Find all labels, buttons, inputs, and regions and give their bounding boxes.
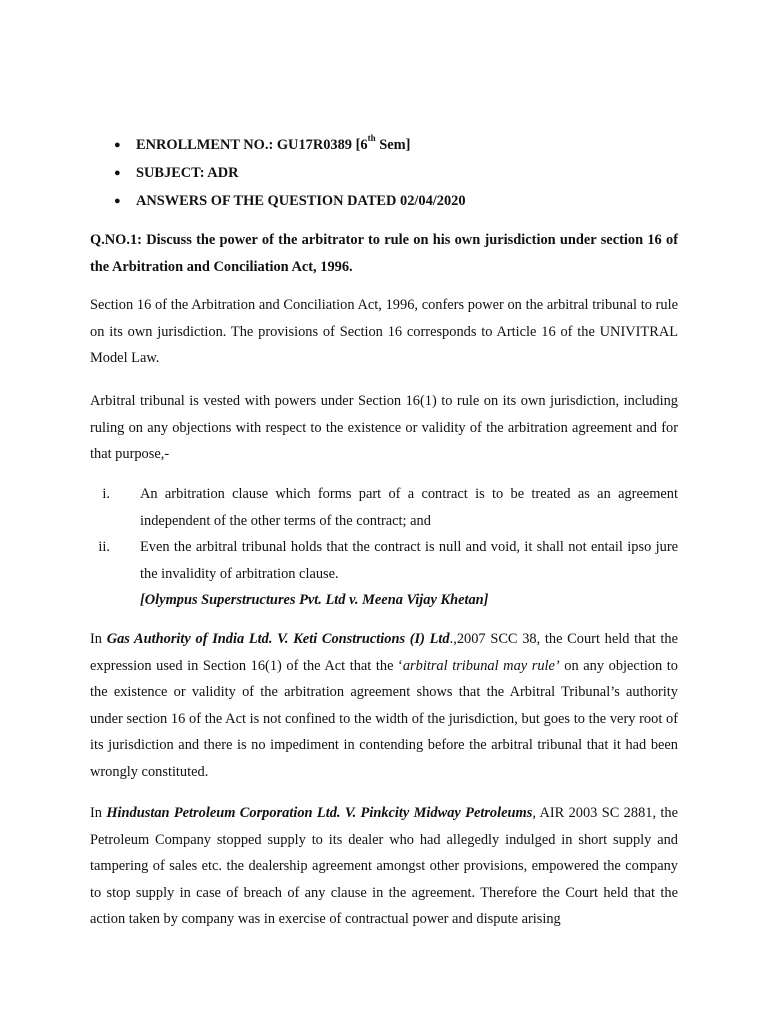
list-text: An arbitration clause which forms part of a contract is to be treated as an agreement independent of the other terms of the contract; and: [140, 486, 678, 529]
enrollment-suffix: Sem]: [375, 137, 411, 153]
bullet-subject: [90, 159, 678, 187]
answers-text: ANSWERS OF THE QUESTION DATED 02/04/2020: [136, 193, 466, 209]
bullet-icon: ●: [114, 139, 121, 151]
subject-text: SUBJECT: ADR: [136, 165, 239, 181]
enrollment-label: ENROLLMENT NO.: GU17R0389 [6: [136, 137, 368, 153]
list-number: ii.: [98, 539, 110, 555]
case-citation: [Olympus Superstructures Pvt. Ltd v. Meena Vijay Khetan]: [140, 592, 489, 608]
case-name-hindustan-petroleum: Hindustan Petroleum Corporation Ltd. V. Pinkcity Midway Petroleums: [106, 805, 533, 821]
p3-rest: on any objection to the existence or validity of the arbitration agreement shows that the Arbitral Tribunal’s authority under section 16 of the Act is not confined to the width of the jurisdiction, but goes to the very root of its jurisdiction and there is no impediment in contending before the arbitral tribunal that it had been wrongly constituted.: [90, 657, 678, 780]
enrollment-sup: th: [367, 133, 376, 144]
bullet-enrollment: [90, 131, 678, 159]
list-text: Even the arbitral tribunal holds that the contract is null and void, it shall not entail ipso jure the invalidity of arbitration clause.: [140, 539, 678, 582]
p4-in: In: [90, 805, 107, 821]
bullet-icon: ●: [114, 195, 121, 207]
header-bullet-list: [90, 131, 678, 215]
paragraph-section-16: Section 16 of the Arbitration and Conciliation Act, 1996, confers power on the arbitral tribunal to rule on its own jurisdiction. The provisions of Section 16 corresponds to Article 16 of the UNIVITRAL Model Law.: [90, 297, 678, 366]
list-number: i.: [102, 486, 110, 502]
p3-quote: arbitral tribunal may rule’: [402, 657, 560, 674]
paragraph-arbitral-tribunal: Arbitral tribunal is vested with powers under Section 16(1) to rule on its own jurisdiction, including ruling on any objections with respect to the existence or validity of the arbitration agreement and for that purpose,-: [90, 393, 678, 462]
case-name-gas-authority: Gas Authority of India Ltd. V. Keti Constructions (I) Ltd: [106, 631, 450, 647]
paragraph-gas-authority: [90, 626, 678, 785]
p3-in: In: [90, 631, 107, 647]
bullet-icon: ●: [114, 167, 121, 179]
p4-rest: , AIR 2003 SC 2881, the Petroleum Company stopped supply to its dealer who had allegedly indulged in short supply and tampering of sales etc. the dealership agreement amongst other provisions, empowered the company to stop supply in case of breach of any clause in the agreement. Therefore the Court held that the action taken by company was in exercise of contractual power and dispute arising: [90, 805, 678, 927]
bullet-answers: [90, 187, 678, 215]
paragraph-hindustan-petroleum: [90, 800, 678, 933]
question-heading: Q.NO.1: Discuss the power of the arbitrator to rule on his own jurisdiction under section 16 of the Arbitration and Conciliation Act, 1996.: [90, 232, 678, 275]
p3-after-case: .,2007 SCC 38, the Court held that the expression used in Section 16(1) of the Act that the ‘: [90, 631, 678, 674]
enrollment-text: [136, 131, 410, 159]
